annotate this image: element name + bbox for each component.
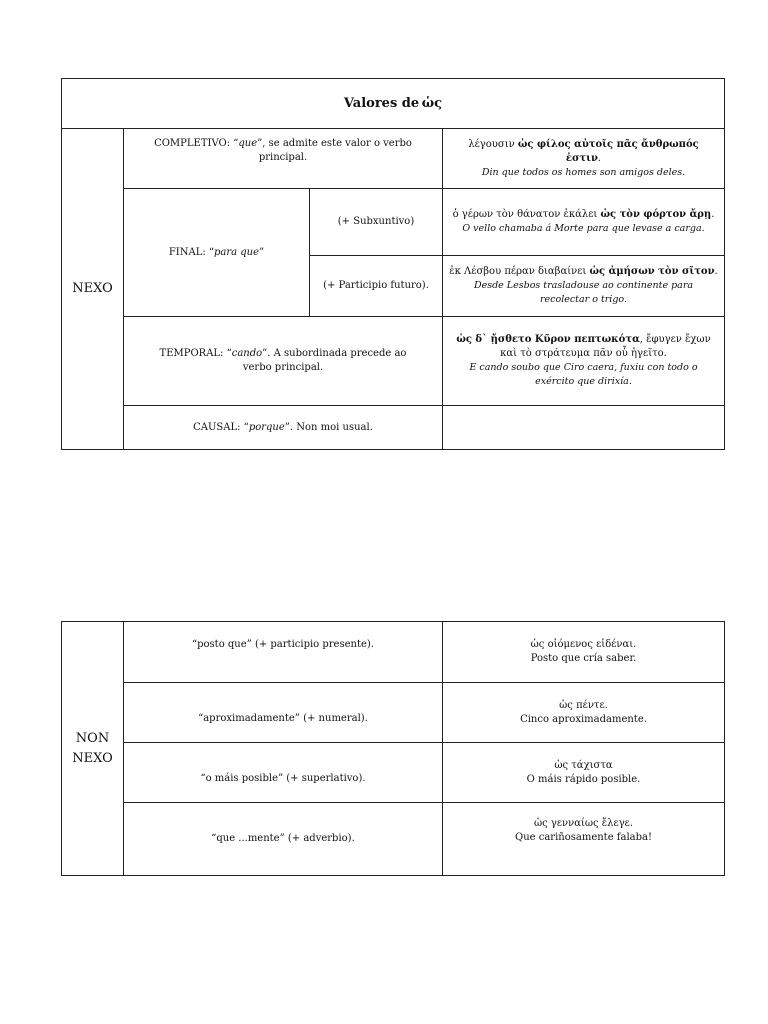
final-translation-2: Desde Lesbos trasladouse ao continente para recolectar o trigo. [473, 280, 694, 305]
table-row-label: “o máis posible” (+ superlativo). [200, 773, 366, 784]
final-label: FINAL: “para que” [168, 246, 265, 258]
table-row-label: “posto que” (+ participio presente). [192, 639, 374, 650]
table-row-example: ὡς γενναίως ἔλεγε. Que cariñosamente falaba! [515, 818, 652, 843]
table-row-label: “que ...mente” (+ adverbio). [211, 833, 355, 844]
table-row-example: ὡς τάχιστα O máis rápido posible. [526, 759, 641, 785]
final-translation-1: O vello chamaba á Morte para que levase a carga. [462, 223, 705, 234]
side-label-non-nexo: NON NEXO [72, 730, 113, 766]
table-valores-nexo [61, 78, 725, 450]
final-example-2: ἐκ Λέσβου πέραν διαβαίνει ὡς ἀμήσων τὸν σῖτον. Desde Lesbos trasladouse ao continente para recolectar o trigo. [449, 266, 718, 305]
title-greek: ὡς [421, 95, 443, 111]
table-row-example: ὡς πέντε. Cinco aproximadamente. [520, 699, 647, 725]
temporal-label: TEMPORAL: “cando”. A subordinada precede ao verbo principal. [159, 348, 407, 373]
completivo-translation: Din que todos os homes son amigos deles. [481, 166, 686, 178]
final-subxuntivo: (+ Subxuntivo) [337, 216, 415, 227]
causal-label: CAUSAL: “porque”. Non moi usual. [193, 421, 373, 433]
completivo-em: que [238, 138, 258, 149]
completivo-greek: λέγουσιν ὡς φίλος αὐτοῖς πᾶς ἄνθρωπός ἐστιν. [468, 138, 699, 164]
table-non-nexo [61, 621, 725, 876]
table-title [62, 79, 724, 128]
temporal-em: cando [231, 348, 263, 359]
completivo-label: COMPLETIVO: “que”, se admite este valor o verbo principal. [154, 138, 412, 163]
side-label-nexo: NEXO [72, 281, 113, 296]
table-row-example: ὡς οἰόμενος εἰδέναι. Posto que cría saber. [530, 639, 637, 664]
final-participio: (+ Participio futuro). [323, 280, 429, 291]
table-row-label: “aproximadamente” (+ numeral). [198, 713, 368, 724]
completivo-example [443, 129, 724, 188]
final-example-1: ὁ γέρων τὸν θάνατον ἐκάλει ὡς τὸν φόρτον ἄρῃ. O vello chamaba á Morte para que levase a carga. [452, 209, 715, 234]
final-em: para que [214, 246, 260, 258]
causal-example-empty [443, 406, 724, 449]
temporal-translation: E cando soubo que Ciro caera, fuxiu con todo o exército que dirixía. [469, 362, 698, 387]
temporal-example: ὡς δ` ᾔσθετο Κῦρον πεπτωκότα, ἔφυγεν ἔχων καὶ τὸ στράτευμα πᾶν οὗ ἡγεῖτο. E cando soubo que Ciro caera, fuxiu con todo o exército que dirixía. [443, 317, 724, 405]
causal-em: porque [248, 421, 285, 433]
title-text: Valores de [343, 95, 420, 111]
